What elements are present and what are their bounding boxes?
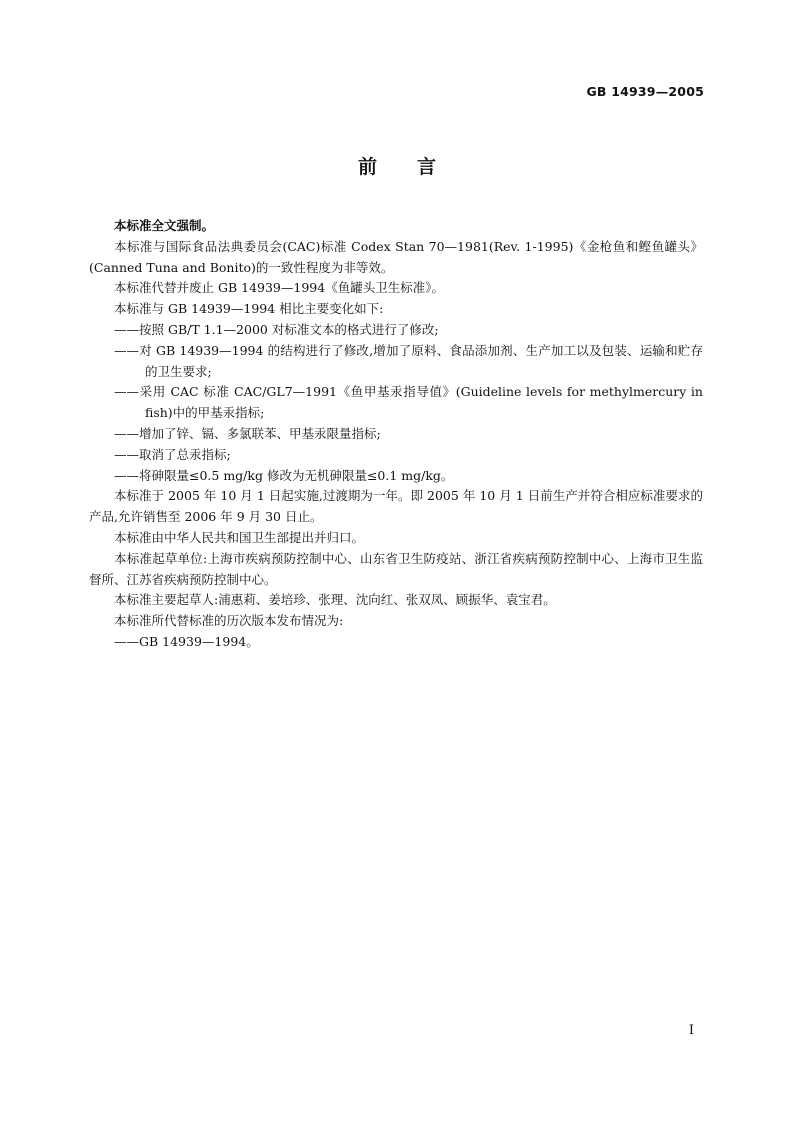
document-body bbox=[89, 216, 703, 653]
history-item: ——GB 14939—1994。 bbox=[114, 633, 259, 649]
paragraph-consistency: 本标准与国际食品法典委员会(CAC)标准 Codex Stan 70—1981(Rev. 1-1995)《金枪鱼和鲣鱼罐头》(Canned Tuna and Bonito)的一致性程度为非等效。 bbox=[89, 238, 703, 275]
change-item: ——采用 CAC 标准 CAC/GL7—1991《鱼甲基汞指导值》(Guideline levels for methylmercury in fish)中的甲基汞指标; bbox=[114, 384, 703, 421]
paragraph-history-intro: 本标准所代替标准的历次版本发布情况为: bbox=[114, 613, 344, 629]
paragraph-drafting-units: 本标准起草单位:上海市疾病预防控制中心、山东省卫生防疫站、浙江省疾病预防控制中心、上海市卫生监督所、江苏省疾病预防控制中心。 bbox=[89, 550, 703, 587]
change-item: ——增加了锌、镉、多氯联苯、甲基汞限量指标; bbox=[114, 425, 381, 441]
standard-number: GB 14939—2005 bbox=[586, 84, 704, 99]
paragraph-mandatory: 本标准全文强制。 bbox=[114, 218, 215, 233]
change-item: ——按照 GB/T 1.1—2000 对标准文本的格式进行了修改; bbox=[114, 321, 439, 337]
page-title: 前言 bbox=[357, 156, 476, 178]
change-item: ——对 GB 14939—1994 的结构进行了修改,增加了原料、食品添加剂、生产加工以及包装、运输和贮存的卫生要求; bbox=[114, 342, 703, 379]
change-item: ——将砷限量≤0.5 mg/kg 修改为无机砷限量≤0.1 mg/kg。 bbox=[114, 467, 454, 483]
paragraph-drafters: 本标准主要起草人:浦惠莉、姜培珍、张理、沈向红、张双凤、顾振华、袁宝君。 bbox=[114, 592, 556, 608]
change-item: ——取消了总汞指标; bbox=[114, 446, 231, 462]
paragraph-changes-intro: 本标准与 GB 14939—1994 相比主要变化如下: bbox=[114, 301, 384, 317]
paragraph-effective-date: 本标准于 2005 年 10 月 1 日起实施,过渡期为一年。即 2005 年 10 月 1 日前生产并符合相应标准要求的产品,允许销售至 2006 年 9 月 30 日止。 bbox=[89, 488, 703, 525]
paragraph-proposer: 本标准由中华人民共和国卫生部提出并归口。 bbox=[114, 529, 365, 545]
paragraph-replaces: 本标准代替并废止 GB 14939—1994《鱼罐头卫生标准》。 bbox=[114, 280, 444, 296]
page-number: I bbox=[688, 1023, 694, 1038]
